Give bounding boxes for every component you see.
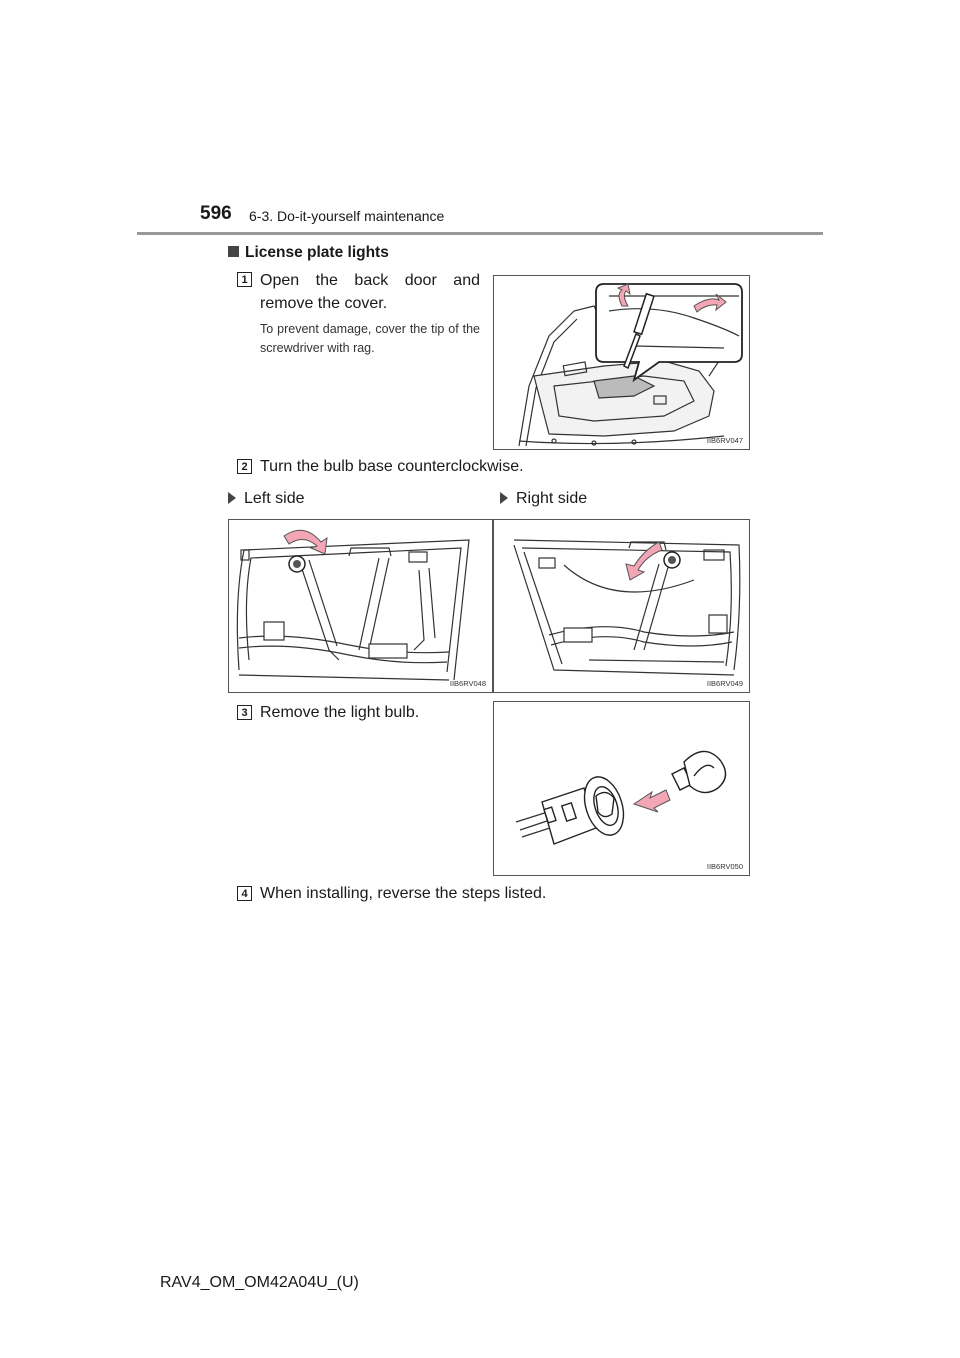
figure-code: IIB6RV049 (706, 679, 743, 688)
right-side-illustration (494, 520, 749, 692)
triangle-bullet-icon (500, 492, 508, 504)
subheading-text: License plate lights (245, 244, 389, 261)
back-door-illustration (494, 276, 749, 449)
step-4-text: When installing, reverse the steps listed. (260, 885, 547, 902)
figure-code: IIB6RV048 (449, 679, 486, 688)
figure-code: IIB6RV047 (706, 436, 743, 445)
page-number: 596 (200, 203, 232, 224)
step-number-3: 3 (237, 705, 252, 720)
figure-left-side (228, 519, 493, 693)
figure-light-bulb (493, 701, 750, 876)
subheading (228, 244, 389, 262)
light-bulb-illustration (494, 702, 749, 875)
step-number-1: 1 (237, 272, 252, 287)
triangle-bullet-icon (228, 492, 236, 504)
figure-right-side (493, 519, 750, 693)
section-title: 6-3. Do-it-yourself maintenance (249, 208, 445, 224)
step-number-2: 2 (237, 459, 252, 474)
step-1-note: To prevent damage, cover the tip of the screwdriver with rag. (260, 322, 480, 355)
square-bullet-icon (228, 246, 239, 257)
step-3-text: Remove the light bulb. (260, 704, 420, 721)
step-2-text: Turn the bulb base counterclockwise. (260, 458, 524, 475)
right-side-label: Right side (500, 487, 587, 510)
step-number-4: 4 (237, 886, 252, 901)
figure-back-door (493, 275, 750, 450)
step-1-text: Open the back door and remove the cover. (260, 272, 480, 312)
figure-code: IIB6RV050 (706, 862, 743, 871)
left-side-illustration (229, 520, 492, 692)
left-side-label: Left side (228, 487, 304, 510)
header-rule (137, 232, 823, 235)
document-code: RAV4_OM_OM42A04U_(U) (160, 1274, 359, 1291)
